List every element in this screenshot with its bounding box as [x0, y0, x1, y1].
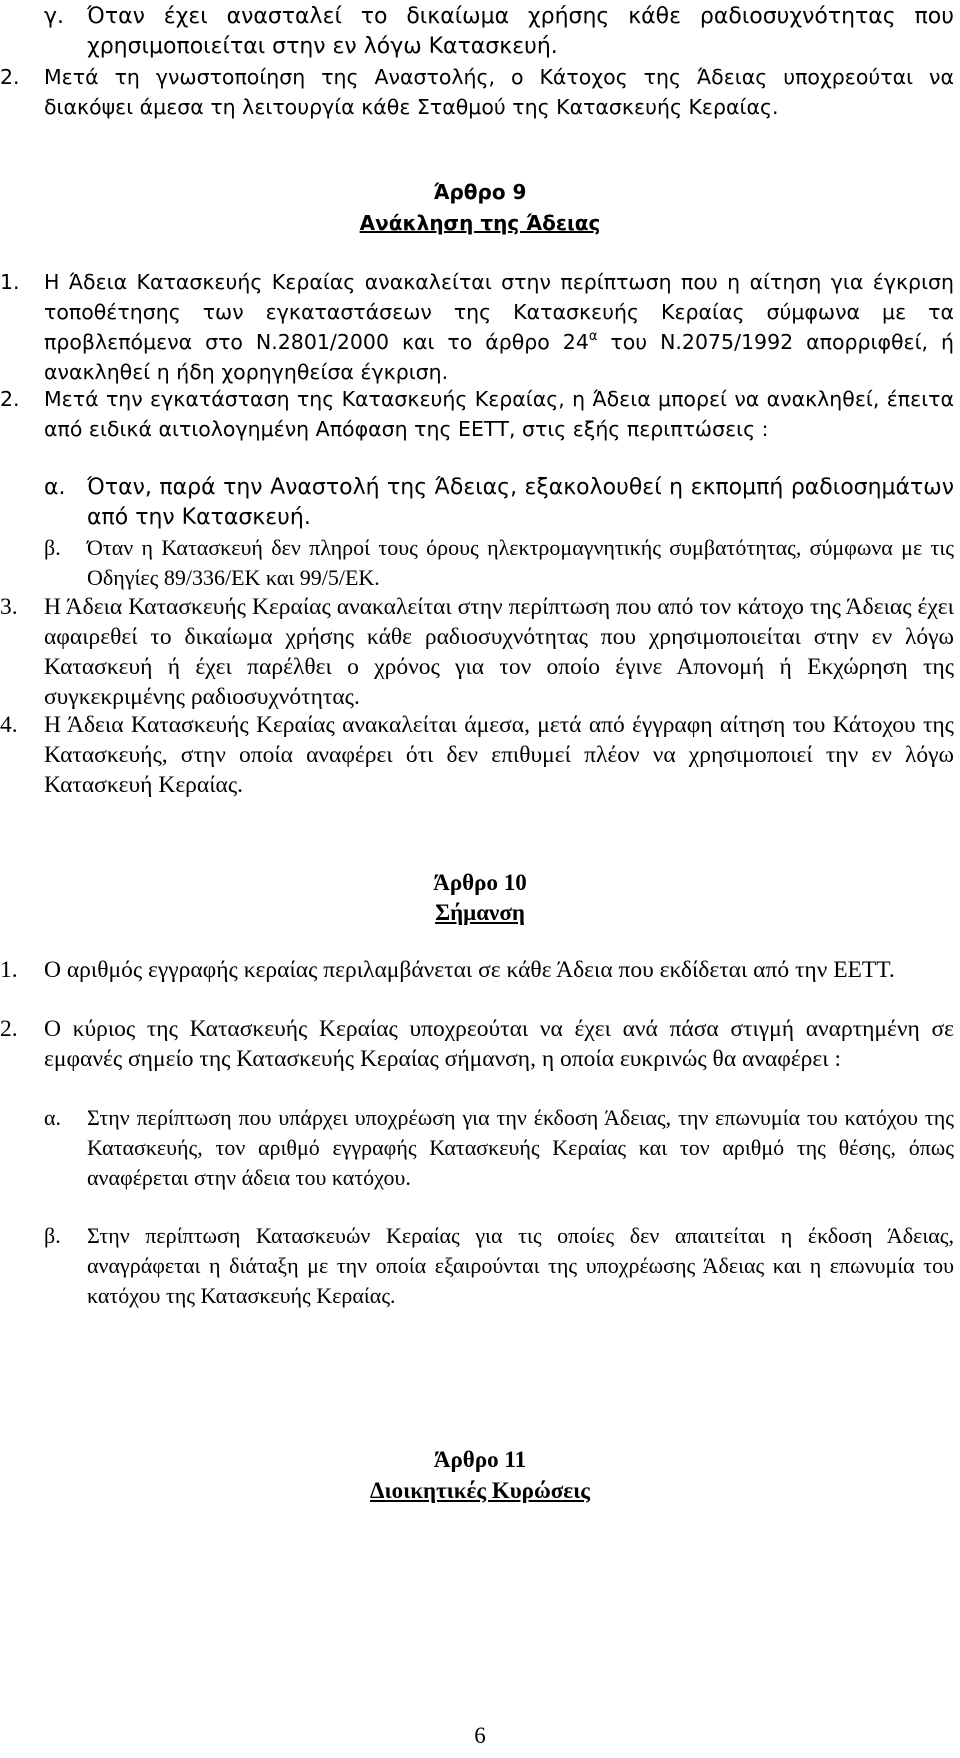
article-11-title: Άρθρο 11: [433, 1447, 527, 1472]
article-9-item-b: [44, 533, 954, 593]
item-text: Όταν η Κατασκευή δεν πληροί τους όρους ηλεκτρομαγνητικής συμβατότητας, σύμφωνα με τις Οδηγίες 89/336/ΕΚ και 99/5/ΕΚ.: [87, 535, 954, 590]
item-label: γ.: [44, 4, 65, 29]
item-label: β.: [44, 535, 61, 560]
item-label: β.: [44, 1223, 61, 1248]
superscript-alpha: α: [588, 329, 598, 344]
paragraph-text: Μετά την εγκατάσταση της Κατασκευής Κεραίας, η Άδεια μπορεί να ανακληθεί, έπειτα από ειδικά αιτιολογημένη Απόφαση της ΕΕΤΤ, στις εξής περιπτώσεις :: [44, 387, 954, 441]
paragraph-number: 2.: [0, 1016, 18, 1042]
paragraph-text: Ο κύριος της Κατασκευής Κεραίας υποχρεούται να έχει ανά πάσα στιγμή αναρτημένη σε εμφανές σημείο της Κατασκευής Κεραίας σήμανση, η οποία ευκρινώς θα αναφέρει :: [44, 1016, 954, 1072]
paragraph-number: 4.: [0, 712, 18, 738]
paragraph-number: 3.: [0, 594, 18, 620]
paragraph-number: 1.: [0, 270, 20, 294]
article-10-item-b: [44, 1221, 954, 1311]
top-paragraph-2: [0, 62, 954, 122]
article-9-paragraph-1: [0, 267, 954, 387]
paragraph-text: Η Άδεια Κατασκευής Κεραίας ανακαλείται στην περίπτωση που από τον κάτοχο της Άδειας έχει αφαιρεθεί το δικαίωμα χρήσης κάθε ραδιοσυχνότητας που χρησιμοποιείται στην εν λόγω Κατασκευή ή έχει παρέλθει ο χρόνος για τον οποίο έγινε Απονομή ή Εκχώρηση της συγκεκριμένης ραδιοσυχνότητας.: [44, 594, 954, 710]
paragraph-text: Η Άδεια Κατασκευής Κεραίας ανακαλείται άμεσα, μετά από έγγραφη αίτηση του Κάτοχου της Κατασκευής, στην οποία αναφέρει ότι δεν επιθυμεί πλέον να χρησιμοποιεί την εν λόγω Κατασκευή Κεραίας.: [44, 712, 954, 798]
paragraph-text-b: του Ν.2075/1992 απορριφθεί, ή ανακληθεί η ήδη χορηγηθείσα έγκριση.: [44, 330, 954, 384]
article-11-subtitle: Διοικητικές Κυρώσεις: [370, 1478, 590, 1503]
top-item-g: [44, 2, 954, 62]
article-9-paragraph-4: [0, 710, 954, 800]
article-9-subtitle: Ανάκληση της Άδειας: [359, 211, 601, 235]
article-9-paragraph-3: [0, 592, 954, 712]
article-10-subtitle: Σήμανση: [435, 900, 525, 925]
item-label: α.: [44, 475, 66, 500]
paragraph-text-a: Η Άδεια Κατασκευής Κεραίας ανακαλείται στην περίπτωση που η αίτηση για έγκριση τοποθέτησης των εγκαταστάσεων της Κατασκευής Κεραίας σύμφωνα με τα προβλεπόμενα στο Ν.2801/2000 και το άρθρο 24: [44, 270, 954, 354]
article-10-item-a: [44, 1103, 954, 1193]
page-number: 6: [474, 1723, 486, 1748]
paragraph-number: 2.: [0, 387, 20, 411]
item-text: Στην περίπτωση Κατασκευών Κεραίας για τις οποίες δεν απαιτείται η έκδοση Άδειας, αναγράφεται η διάταξη με την οποία εξαιρούνται της υποχρέωσης Άδειας και η επωνυμία του κατόχου της Κατασκευής Κεραίας.: [87, 1223, 954, 1308]
article-10-title: Άρθρο 10: [433, 870, 527, 895]
item-text: Όταν, παρά την Αναστολή της Άδειας, εξακολουθεί η εκπομπή ραδιοσημάτων από την Κατασκευή.: [87, 475, 954, 530]
item-text: Στην περίπτωση που υπάρχει υποχρέωση για την έκδοση Άδειας, την επωνυμία του κατόχου της Κατασκευής, τον αριθμό εγγραφής Κατασκευής Κεραίας και τον αριθμό της θέσης, όπως αναφέρεται στην άδεια του κατόχου.: [87, 1105, 954, 1190]
paragraph-text: Ο αριθμός εγγραφής κεραίας περιλαμβάνεται σε κάθε Άδεια που εκδίδεται από την ΕΕΤΤ.: [44, 957, 895, 983]
paragraph-text: Μετά τη γνωστοποίηση της Αναστολής, ο Κάτοχος της Άδειας υποχρεούται να διακόψει άμεσα τη λειτουργία κάθε Σταθμού της Κατασκευής Κεραίας.: [44, 65, 954, 119]
article-9-title: Άρθρο 9: [433, 180, 527, 204]
article-9-paragraph-2: [0, 384, 954, 444]
article-10-paragraph-2: [0, 1014, 954, 1074]
paragraph-number: 1.: [0, 957, 18, 983]
item-label: α.: [44, 1105, 62, 1130]
article-10-paragraph-1: [0, 955, 954, 985]
paragraph-number: 2.: [0, 65, 20, 89]
article-9-item-a: [44, 473, 954, 533]
item-text: Όταν έχει ανασταλεί το δικαίωμα χρήσης κάθε ραδιοσυχνότητας που χρησιμοποιείται στην εν λόγω Κατασκευή.: [87, 4, 954, 59]
